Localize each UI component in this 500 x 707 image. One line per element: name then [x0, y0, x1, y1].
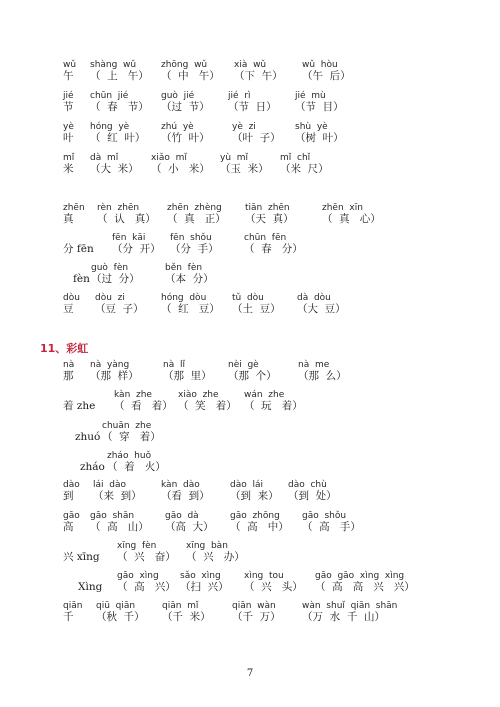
vocab-row: [0, 451, 500, 481]
pinyin-text: chūn fēn: [244, 233, 287, 243]
pinyin-text: dà dòu: [297, 293, 331, 303]
pinyin-text: zhēn zhèng: [167, 203, 222, 213]
pinyin-text: gāo: [63, 511, 80, 521]
hanzi-text: （大 豆）: [297, 303, 346, 315]
lesson-heading: 11、彩虹: [40, 342, 89, 355]
pinyin-text: zhēn xīn: [322, 203, 363, 213]
hanzi-text: （午 后）: [302, 70, 351, 82]
vocab-row: [0, 541, 500, 571]
hanzi-text: （ 玩 着）: [244, 400, 303, 412]
hanzi-text: （ 高 手）: [302, 521, 361, 533]
hanzi-text: （高 大）: [165, 521, 214, 533]
hanzi-text: （ 高 高 兴 兴）: [315, 581, 415, 593]
hanzi-text: 节: [63, 101, 74, 113]
pinyin-text: dào lái: [230, 480, 263, 490]
pinyin-text: gāo xìng: [117, 571, 159, 581]
hanzi-text: 千: [63, 611, 74, 623]
pinyin-text: nà me: [298, 360, 330, 370]
pinyin-text: gāo gāo xìng xìng: [315, 571, 405, 581]
hanzi-text: （那 样）: [90, 370, 139, 382]
hanzi-text: （玉 米）: [220, 163, 269, 175]
pinyin-text: yù mǐ: [220, 153, 249, 163]
pinyin-text: gāo dà: [165, 511, 199, 521]
hanzi-text: （ 高 山）: [90, 521, 149, 533]
pinyin-text: guò jié: [161, 91, 195, 101]
hanzi-text: （ 上 午）: [90, 70, 149, 82]
hanzi-text: （ 兴 头）: [244, 581, 303, 593]
pinyin-text: guò fèn: [91, 263, 129, 273]
hanzi-text: zháo: [80, 461, 105, 473]
hanzi-text: （天 真）: [245, 213, 294, 225]
hanzi-text: （到 来）: [230, 490, 279, 502]
pinyin-text: mǐ: [63, 153, 75, 163]
hanzi-text: （竹 叶）: [161, 132, 210, 144]
hanzi-text: （秋 千）: [96, 611, 145, 623]
hanzi-text: （来 到）: [93, 490, 142, 502]
pinyin-text: mǐ chǐ: [280, 153, 311, 163]
pinyin-text: nà: [63, 360, 75, 370]
pinyin-text: shàng wǔ: [90, 60, 137, 70]
pinyin-text: tiān zhēn: [245, 203, 290, 213]
hanzi-text: （万 水 千 山）: [302, 611, 386, 623]
vocab-row: [0, 360, 500, 390]
pinyin-text: dà mǐ: [90, 153, 119, 163]
pinyin-text: xiǎo mǐ: [151, 153, 187, 163]
vocab-row: [0, 153, 500, 183]
hanzi-text: zhuó: [75, 431, 101, 443]
pinyin-text: zhōng wǔ: [161, 60, 208, 70]
hanzi-text: （分 开）: [112, 243, 161, 255]
hanzi-text: （过 分）: [91, 273, 140, 285]
pinyin-text: wán zhe: [244, 390, 285, 400]
hanzi-text: （ 红 叶）: [90, 132, 146, 144]
pinyin-text: wǔ hòu: [302, 60, 338, 70]
pinyin-text: dào: [63, 480, 80, 490]
pinyin-text: xìng tou: [244, 571, 284, 581]
hanzi-text: （节 日）: [228, 101, 277, 113]
hanzi-text: 分 fēn: [63, 243, 94, 255]
vocab-row: [0, 571, 500, 601]
pinyin-text: dòu zi: [95, 293, 125, 303]
pinyin-text: gāo shān: [90, 511, 135, 521]
hanzi-text: （千 米）: [162, 611, 211, 623]
vocab-row: [0, 511, 500, 541]
pinyin-text: nà yàng: [90, 360, 130, 370]
hanzi-text: 那: [63, 370, 74, 382]
pinyin-text: jié: [63, 91, 74, 101]
hanzi-text: 兴 xīng: [63, 551, 100, 563]
hanzi-text: （ 春 节）: [90, 101, 149, 113]
page-number: 7: [246, 668, 254, 679]
pinyin-text: wǔ: [63, 60, 77, 70]
pinyin-text: zháo huǒ: [107, 451, 152, 461]
pinyin-text: zhēn: [63, 203, 85, 213]
vocab-row: [0, 60, 500, 90]
vocab-row: [0, 122, 500, 152]
pinyin-text: fēn shǒu: [170, 233, 212, 243]
vocab-row: [0, 293, 500, 323]
pinyin-text: rèn zhēn: [97, 203, 140, 213]
hanzi-text: （叶 子）: [232, 132, 281, 144]
hanzi-text: （大 米）: [90, 163, 139, 175]
hanzi-text: （ 穿 着）: [102, 431, 161, 443]
hanzi-text: Xìng: [78, 581, 103, 593]
pinyin-text: tǔ dòu: [232, 293, 264, 303]
pinyin-text: xiào zhe: [178, 390, 219, 400]
pinyin-text: jié rì: [228, 91, 251, 101]
pinyin-text: gāo zhōng: [230, 511, 280, 521]
hanzi-text: （ 认 真）: [97, 213, 156, 225]
pinyin-text: nèi gè: [228, 360, 259, 370]
hanzi-text: 豆: [63, 303, 74, 315]
hanzi-text: （ 高 中）: [230, 521, 289, 533]
hanzi-text: （ 真 正）: [167, 213, 226, 225]
hanzi-text: （ 看 着）: [114, 400, 173, 412]
hanzi-text: （ 小 米）: [151, 163, 210, 175]
hanzi-text: fèn: [73, 273, 90, 285]
pinyin-text: hóng dòu: [161, 293, 207, 303]
hanzi-text: 午: [63, 70, 74, 82]
pinyin-text: xīng bàn: [186, 541, 228, 551]
vocab-row: [0, 91, 500, 121]
pinyin-text: sǎo xìng: [180, 571, 221, 581]
hanzi-text: （那 么）: [298, 370, 347, 382]
hanzi-text: （树 叶）: [295, 132, 344, 144]
vocab-row: [0, 233, 500, 263]
pinyin-text: wàn shuǐ qiān shān: [302, 601, 398, 611]
pinyin-text: yè: [63, 122, 74, 132]
pinyin-text: qiān wàn: [232, 601, 276, 611]
pinyin-text: chūn jié: [90, 91, 129, 101]
pinyin-text: qiū qiān: [96, 601, 136, 611]
hanzi-text: 到: [63, 490, 74, 502]
pinyin-text: dào chù: [288, 480, 327, 490]
hanzi-text: （豆 子）: [95, 303, 144, 315]
pinyin-text: nà lǐ: [163, 360, 185, 370]
pinyin-text: qiān: [63, 601, 83, 611]
pinyin-text: kàn dào: [161, 480, 200, 490]
hanzi-text: （那 个）: [228, 370, 277, 382]
pinyin-text: chuān zhe: [102, 421, 152, 431]
hanzi-text: （那 里）: [163, 370, 212, 382]
hanzi-text: （米 尺）: [280, 163, 329, 175]
hanzi-text: （本 分）: [165, 273, 214, 285]
pinyin-text: kàn zhe: [114, 390, 152, 400]
hanzi-text: （到 处）: [288, 490, 337, 502]
hanzi-text: （ 笑 着）: [178, 400, 237, 412]
hanzi-text: 高: [63, 521, 74, 533]
hanzi-text: 真: [63, 213, 74, 225]
hanzi-text: （ 春 分）: [244, 243, 303, 255]
hanzi-text: （千 万）: [232, 611, 281, 623]
hanzi-text: （节 目）: [295, 101, 344, 113]
vocab-row: [0, 421, 500, 451]
hanzi-text: （ 兴 奋）: [117, 551, 176, 563]
hanzi-text: （ 高 兴）: [117, 581, 176, 593]
hanzi-text: 叶: [63, 132, 74, 144]
pinyin-text: jié mù: [295, 91, 326, 101]
pinyin-text: qiān mǐ: [162, 601, 199, 611]
pinyin-text: shù yè: [295, 122, 328, 132]
vocab-row: [0, 480, 500, 510]
vocab-row: [0, 263, 500, 293]
hanzi-text: （分 手）: [170, 243, 219, 255]
pinyin-text: běn fèn: [165, 263, 203, 273]
pinyin-text: xīng fèn: [117, 541, 157, 551]
hanzi-text: （看 到）: [161, 490, 210, 502]
hanzi-text: （ 着 火）: [107, 461, 166, 473]
hanzi-text: （扫 兴）: [180, 581, 229, 593]
hanzi-text: （ 兴 办）: [186, 551, 245, 563]
pinyin-text: dòu: [63, 293, 80, 303]
hanzi-text: （ 红 豆）: [161, 303, 220, 315]
hanzi-text: （ 真 心）: [322, 213, 381, 225]
pinyin-text: lái dào: [93, 480, 126, 490]
vocab-row: [0, 601, 500, 631]
vocab-row: [0, 390, 500, 420]
pinyin-text: zhú yè: [161, 122, 194, 132]
pinyin-text: hóng yè: [90, 122, 130, 132]
pinyin-text: gāo shǒu: [302, 511, 347, 521]
pinyin-text: xià wǔ: [234, 60, 267, 70]
pinyin-text: fēn kāi: [112, 233, 146, 243]
vocab-row: [0, 203, 500, 233]
pinyin-text: yè zi: [232, 122, 256, 132]
hanzi-text: 着 zhe: [63, 400, 96, 412]
hanzi-text: （下 午）: [234, 70, 283, 82]
hanzi-text: （土 豆）: [232, 303, 281, 315]
hanzi-text: （过 节）: [161, 101, 210, 113]
hanzi-text: （ 中 午）: [161, 70, 220, 82]
hanzi-text: 米: [63, 163, 74, 175]
